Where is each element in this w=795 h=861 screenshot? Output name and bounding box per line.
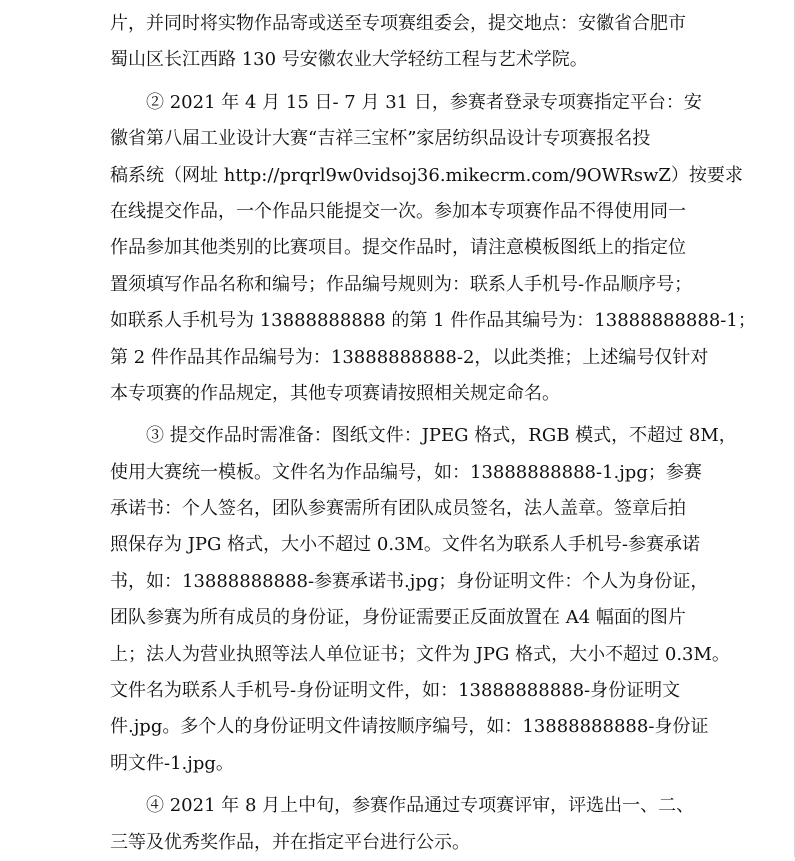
text-line: 作品参加其他类别的比赛项目。提交作品时，请注意模板图纸上的指定位: [110, 237, 686, 259]
text-line: 徽省第八届工业设计大赛“吉祥三宝杯”家居纺织品设计专项赛报名投: [110, 128, 651, 150]
text-line: ② 2021 年 4 月 15 日- 7 月 31 日，参赛者登录专项赛指定平台：安: [110, 91, 702, 113]
text-line: ④ 2021 年 8 月上中旬，参赛作品通过专项赛评审，评选出一、二、: [110, 795, 695, 817]
text-line: 书，如：13888888888-参赛承诺书.jpg；身份证明文件：个人为身份证，: [110, 570, 709, 592]
text-line: ③ 提交作品时需准备：图纸文件：JPEG 格式，RGB 模式，不超过 8M，: [110, 425, 737, 447]
text-line: 承诺书：个人签名，团队参赛需所有团队成员签名，法人盖章。签章后拍: [110, 498, 686, 520]
paragraph-submission-address: [110, 6, 697, 79]
text-line: 置须填写作品名称和编号；作品编号规则为：联系人手机号-作品顺序号；: [110, 273, 693, 295]
text-line: 三等及优秀奖作品，并在指定平台进行公示。: [110, 831, 470, 853]
text-line: 照保存为 JPG 格式，大小不超过 0.3M。文件名为联系人手机号-参赛承诺: [110, 534, 701, 556]
text-line: 蜀山区长江西路 130 号安徽农业大学轻纺工程与艺术学院。: [110, 49, 588, 71]
text-line: 如联系人手机号为 13888888888 的第 1 件作品其编号为：13888888888-1；: [110, 310, 756, 332]
paragraph-item-3-file-preparation: [110, 418, 737, 782]
text-line: 稿系统（网址 http://prqrl9w0vidsoj36.mikecrm.com/9OWRswZ）按要求: [110, 164, 743, 186]
paragraph-item-2-online-submission: [110, 85, 756, 413]
text-line: 团队参赛为所有成员的身份证，身份证需要正反面放置在 A4 幅面的图片: [110, 607, 686, 629]
text-line: 第 2 件作品其作品编号为：13888888888-2，以此类推；上述编号仅针对: [110, 346, 709, 368]
text-line: 件.jpg。多个人的身份证明文件请按顺序编号，如：13888888888-身份证: [110, 716, 709, 738]
text-line: 在线提交作品，一个作品只能提交一次。参加本专项赛作品不得使用同一: [110, 200, 686, 222]
text-line: 文件名为联系人手机号-身份证明文件，如：13888888888-身份证明文: [110, 680, 681, 702]
paragraph-item-4-review: [110, 788, 697, 861]
text-line: 使用大赛统一模板。文件名为作品编号，如：13888888888-1.jpg；参赛: [110, 461, 702, 483]
text-line: 明文件-1.jpg。: [110, 752, 234, 774]
text-line: 上；法人为营业执照等法人单位证书；文件为 JPG 格式，大小不超过 0.3M。: [110, 643, 730, 665]
text-line: 本专项赛的作品规定，其他专项赛请按照相关规定命名。: [110, 382, 560, 404]
text-line: 片，并同时将实物作品寄或送至专项赛组委会，提交地点：安徽省合肥市: [110, 13, 686, 34]
